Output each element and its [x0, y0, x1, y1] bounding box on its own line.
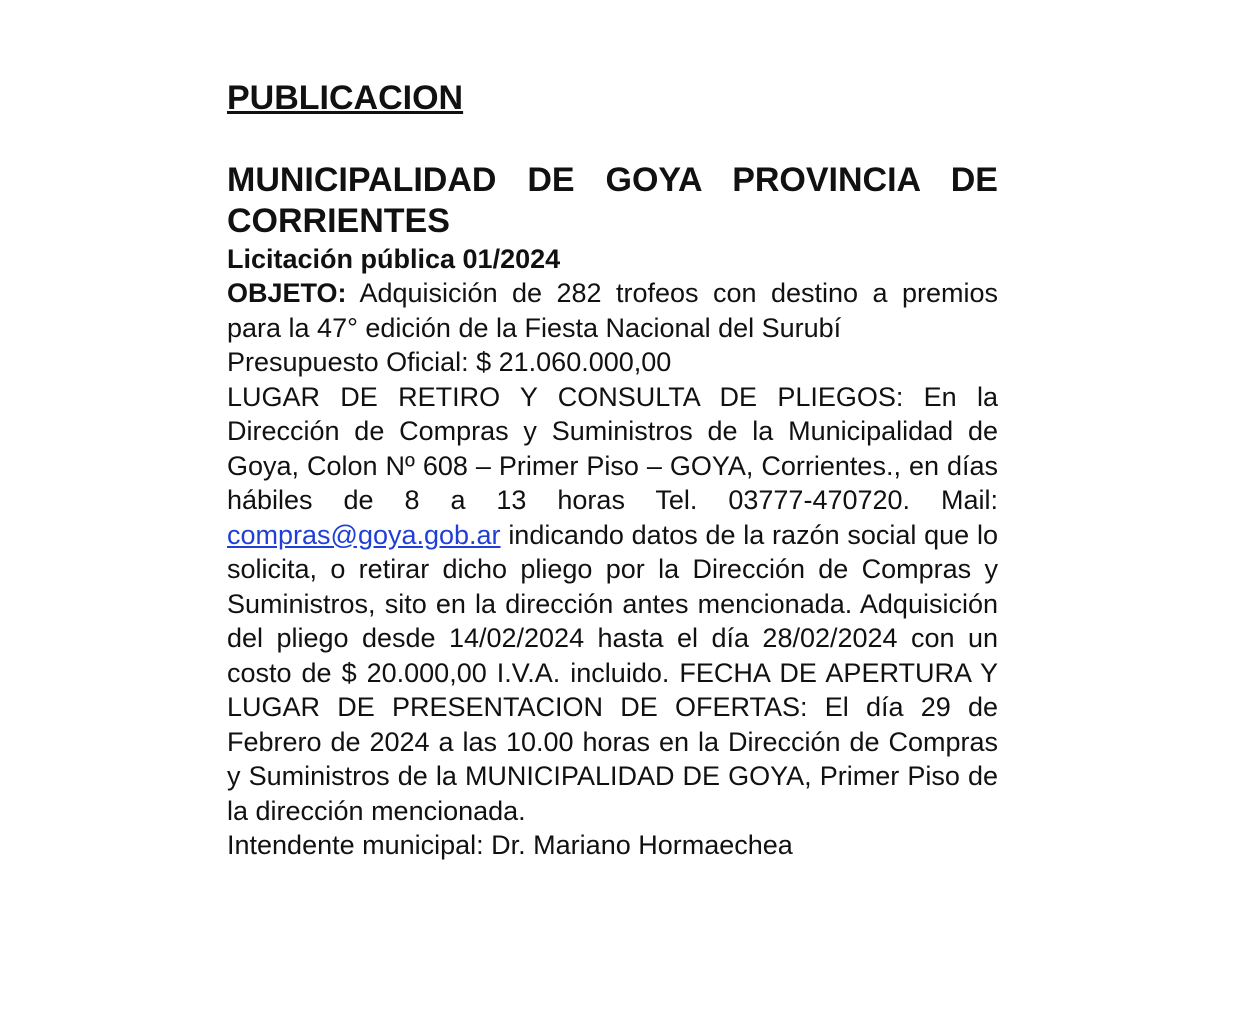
signature-line: Intendente municipal: Dr. Mariano Hormaechea — [227, 830, 793, 860]
tender-title: Licitación pública 01/2024 — [227, 244, 561, 274]
publication-heading: PUBLICACION — [227, 79, 464, 117]
budget-line: Presupuesto Oficial: $ 21.060.000,00 — [227, 347, 672, 377]
object-paragraph — [227, 276, 998, 345]
publication-document — [227, 78, 998, 863]
details-text: indicando datos de la razón social que lo solicita, o retirar dicho pliego por la Dirección de Compras y Suministros, sito en la dirección antes mencionada. Adquisición del pliego desde 14/02/2024 hasta el día 28/02/2024 con un costo de $ 20.000,00 I.V.A. incluido. FECHA DE APERTURA Y LUGAR DE PRESENTACION DE OFERTAS: El día 29 de Febrero de 2024 a las 10.00 horas en la Dirección de Compras y Suministros de la MUNICIPALIDAD DE GOYA, Primer Piso de la dirección mencionada. — [227, 519, 998, 826]
object-label: OBJETO: — [227, 278, 347, 308]
organization-title: MUNICIPALIDAD DE GOYA PROVINCIA DE CORRIENTES — [227, 161, 998, 240]
object-text: Adquisición de 282 trofeos con destino a premios para la 47° edición de la Fiesta Nacional del Surubí — [227, 278, 998, 343]
details-paragraph — [227, 380, 998, 829]
pickup-text: LUGAR DE RETIRO Y CONSULTA DE PLIEGOS: En la Dirección de Compras y Suministros de la Municipalidad de Goya, Colon Nº 608 – Primer Piso – GOYA, Corrientes., en días hábiles de 8 a 13 horas Tel. 03777-470720. Mail: — [227, 381, 998, 515]
email-link[interactable]: compras@goya.gob.ar — [227, 519, 501, 550]
